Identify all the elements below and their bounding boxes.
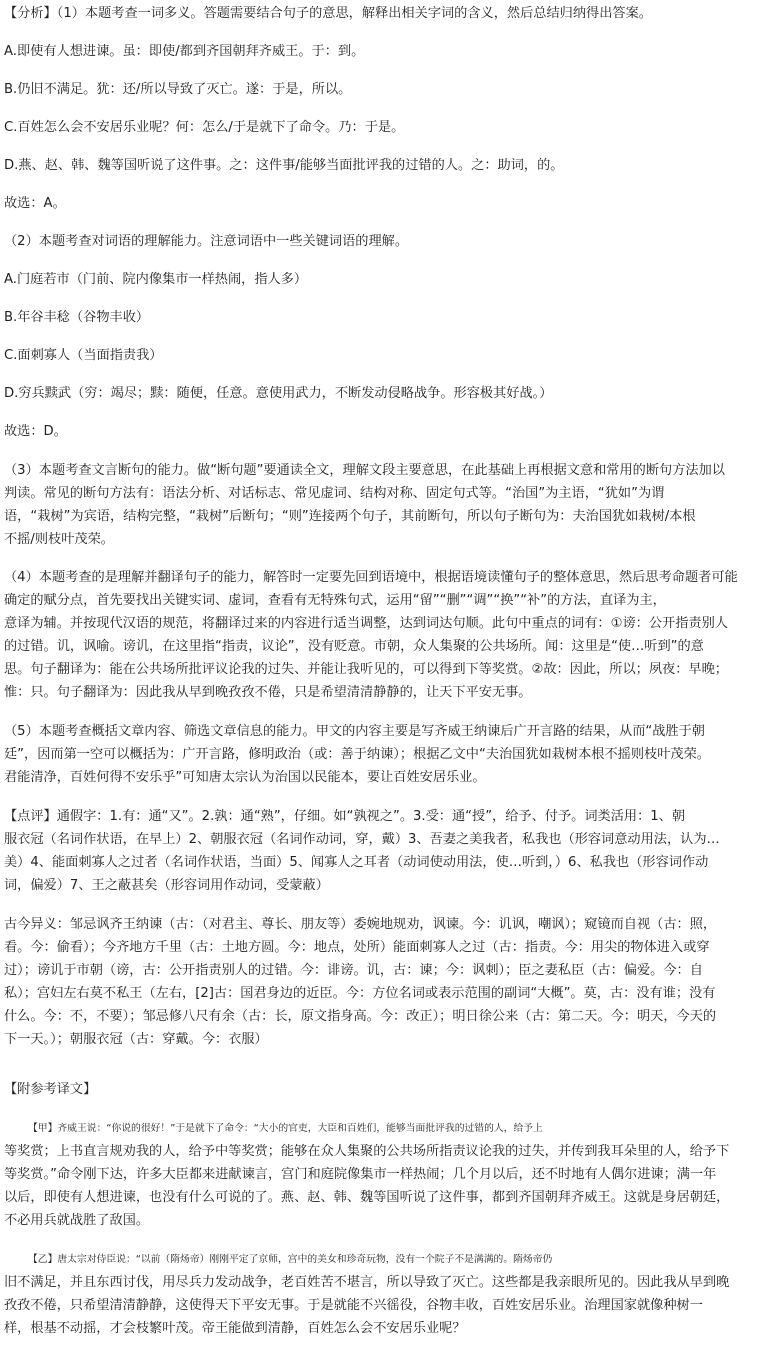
q3-line: 判读。常见的断句方法有：语法分析、对话标志、常见虚词、结构对称、固定句式等。“治国”为主语，“犹如”为谓: [4, 486, 665, 501]
commentary-line: 词，偏爱）7、王之蔽甚矣（形容词用作动词，受蒙蔽）: [4, 878, 329, 893]
translation-jia-line: 【甲】齐威王说：“你说的很好！”于是就下了命令：“大小的官吏，大臣和百姓们，能够当面批评我的过错的人，给予上: [28, 1123, 543, 1134]
q2-option-a: A.门庭若市（门前、院内像集市一样热闹，指人多）: [4, 272, 308, 287]
q2-option-d: D.穷兵黩武（穷：竭尽；黩：随便，任意。意使用武力，不断发动侵略战争。形容极其好战。）: [4, 386, 553, 401]
translation-yi-line: 孜孜不倦，只希望清清静静，这使得天下平安无事。于是就能不兴徭役，谷物丰收，百姓安居乐业。治理国家就像种树一: [4, 1298, 703, 1313]
q1-answer: 故选：A。: [4, 196, 66, 211]
q2-option-b: B.年谷丰稔（谷物丰收）: [4, 310, 150, 325]
translation-yi-line: 旧不满足，并且东西讨伐，用尽兵力发动战争，老百姓苦不堪言，所以导致了灭亡。这些都是我亲眼所见的。因此我从早到晚: [4, 1275, 730, 1290]
ancient-modern-line: 古今异义：邹忌讽齐王纳谏（古：（对君主、尊长、朋友等）委婉地规劝，讽谏。今：讥讽，嘲讽）；窥镜而自视（古：照，: [4, 917, 717, 932]
q3-line: 不摇/则枝叶茂荣。: [4, 532, 114, 547]
q2-option-c: C.面刺寡人（当面指责我）: [4, 348, 163, 363]
ancient-modern-line: 看。今：偷看）；今齐地方千里（古：土地方圆。今：地点，处所）能面刺寡人之过（古：指责。今：用尖的物体进入或穿: [4, 940, 710, 955]
q4-line: 意译为辅。并按现代汉语的规范，将翻译过来的内容进行适当调整，达到词达句顺。此句中重点的词有：①谤：公开指责别人: [4, 616, 728, 631]
q4-line: 惟：只。句子翻译为：因此我从早到晚孜孜不倦，只是希望清清静静的，让天下平安无事。: [4, 685, 532, 700]
q3-line: 语，“栽树”为宾语，结构完整，“栽树”后断句；“则”连接两个句子，其前断句，所以句子断句为：夫治国犹如栽树/本根: [4, 509, 696, 524]
q4-line: 的过错。讥，讽喻。谤讥，在这里指“指责，议论”，没有贬意。市朝，众人集聚的公共场所。闻：这里是“使…听到”的意: [4, 639, 704, 654]
q5-line: 君能清净，百姓何得不安乐乎”可知唐太宗认为治国以民能本，要让百姓安居乐业。: [4, 770, 486, 785]
ancient-modern-line: 下一天。）；朝服衣冠（古：穿戴。今：衣服）: [4, 1032, 268, 1047]
ancient-modern-line: 什么。今：不，不要）；邹忌修八尺有余（古：长，原文指身高。今：改正）；明日徐公来（古：第二天。今：明天，今天的: [4, 1009, 717, 1024]
q4-line: 思。句子翻译为：能在公共场所批评议论我的过失、并能让我听见的，可以得到下等奖赏。②故：因此，所以；夙夜：早晚；: [4, 662, 728, 677]
q5-line: （5）本题考查概括文章内容、筛选文章信息的能力。甲文的内容主要是写齐威王纳谏后广开言路的结果，从而“战胜于朝: [4, 724, 705, 739]
ancient-modern-line: 过）；谤讥于市朝（谤，古：公开指责别人的过错。今：诽谤。讥，古：谏；今：讽刺）；臣之妻私臣（古：偏爱。今：自: [4, 963, 703, 978]
translation-jia-line: 以后，即使有人想进谏，也没有什么可说的了。燕、赵、韩、魏等国听说了这件事，都到齐国朝拜齐威王。这就是身居朝廷，: [4, 1190, 730, 1205]
translation-jia-line: 不必用兵就战胜了敌国。: [4, 1213, 150, 1228]
q1-option-b: B.仍旧不满足。犹：还/所以导致了灭亡。遂：于是，所以。: [4, 82, 352, 97]
q1-option-a: A.即使有人想进谏。虽：即使/都到齐国朝拜齐威王。于：到。: [4, 44, 365, 59]
q4-line: （4）本题考查的是理解并翻译句子的能力，解答时一定要先回到语境中，根据语境读懂句子的整体意思，然后思考命题者可能: [4, 570, 738, 585]
q1-option-c: C.百姓怎么会不安居乐业呢？何：怎么/于是就下了命令。乃：于是。: [4, 120, 405, 135]
q3-line: （3）本题考查文言断句的能力。做“断句题”要通读全文，理解文段主要意思，在此基础上再根据文意和常用的断句方法加以: [4, 463, 725, 478]
commentary-line: 美）4、能面刺寡人之过者（名词作状语，当面）5、闻寡人之耳者（动词使动用法，使…听到，）6、私我也（形容词作动: [4, 855, 709, 870]
translation-yi-line: 样，根基不动摇，才会枝繁叶茂。帝王能做到清静，百姓怎么会不安居乐业呢？: [4, 1321, 466, 1336]
q1-option-d: D.燕、赵、韩、魏等国听说了这件事。之：这件事/能够当面批评我的过错的人。之：助词，的。: [4, 158, 564, 173]
q2-answer: 故选：D。: [4, 424, 67, 439]
q4-line: 确定的赋分点，首先要找出关键实词、虚词，查看有无特殊句式，运用“留”“删”“调”“换”“补”的方法，直译为主，: [4, 593, 666, 608]
q1-intro: 【分析】（1）本题考查一词多义。答题需要结合句子的意思，解释出相关字词的含义，然后总结归纳得出答案。: [4, 6, 652, 21]
q5-line: 廷”，因而第一空可以概括为：广开言路，修明政治（或：善于纳谏）；根据乙文中“夫治国犹如栽树本根不摇则枝叶茂荣。: [4, 747, 710, 762]
translation-heading: 【附参考译文】: [4, 1082, 97, 1097]
q2-intro: （2）本题考查对词语的理解能力。注意词语中一些关键词语的理解。: [4, 234, 409, 249]
commentary-line: 服衣冠（名词作状语，在早上）2、朝服衣冠（名词作动词，穿，戴）3、吾妻之美我者，私我也（形容词意动用法，认为…: [4, 832, 720, 847]
translation-jia-line: 等奖赏。”命令刚下达，许多大臣都来进献谏言，宫门和庭院像集市一样热闹；几个月以后，还不时地有人偶尔进谏；满一年: [4, 1167, 717, 1182]
translation-yi-line: 【乙】唐太宗对侍臣说：“以前（隋炀帝）刚刚平定了京师，宫中的美女和珍奇玩物，没有一个院子不是满满的。隋炀帝仍: [28, 1254, 553, 1265]
translation-jia-line: 等奖赏；上书直言规劝我的人，给予中等奖赏；能够在众人集聚的公共场所指责议论我的过失，并传到我耳朵里的人，给予下: [4, 1144, 730, 1159]
commentary-line: 【点评】通假字：1.有：通“又”。2.孰：通“熟”，仔细。如“孰视之”。3.受：通“授”，给予、付予。词类活用：1、朝: [4, 809, 686, 824]
ancient-modern-line: 私）；宫妇左右莫不私王（左右，[2]古：国君身边的近臣。今：方位名词或表示范围的副词“大概”。莫，古：没有谁；没有: [4, 986, 716, 1001]
